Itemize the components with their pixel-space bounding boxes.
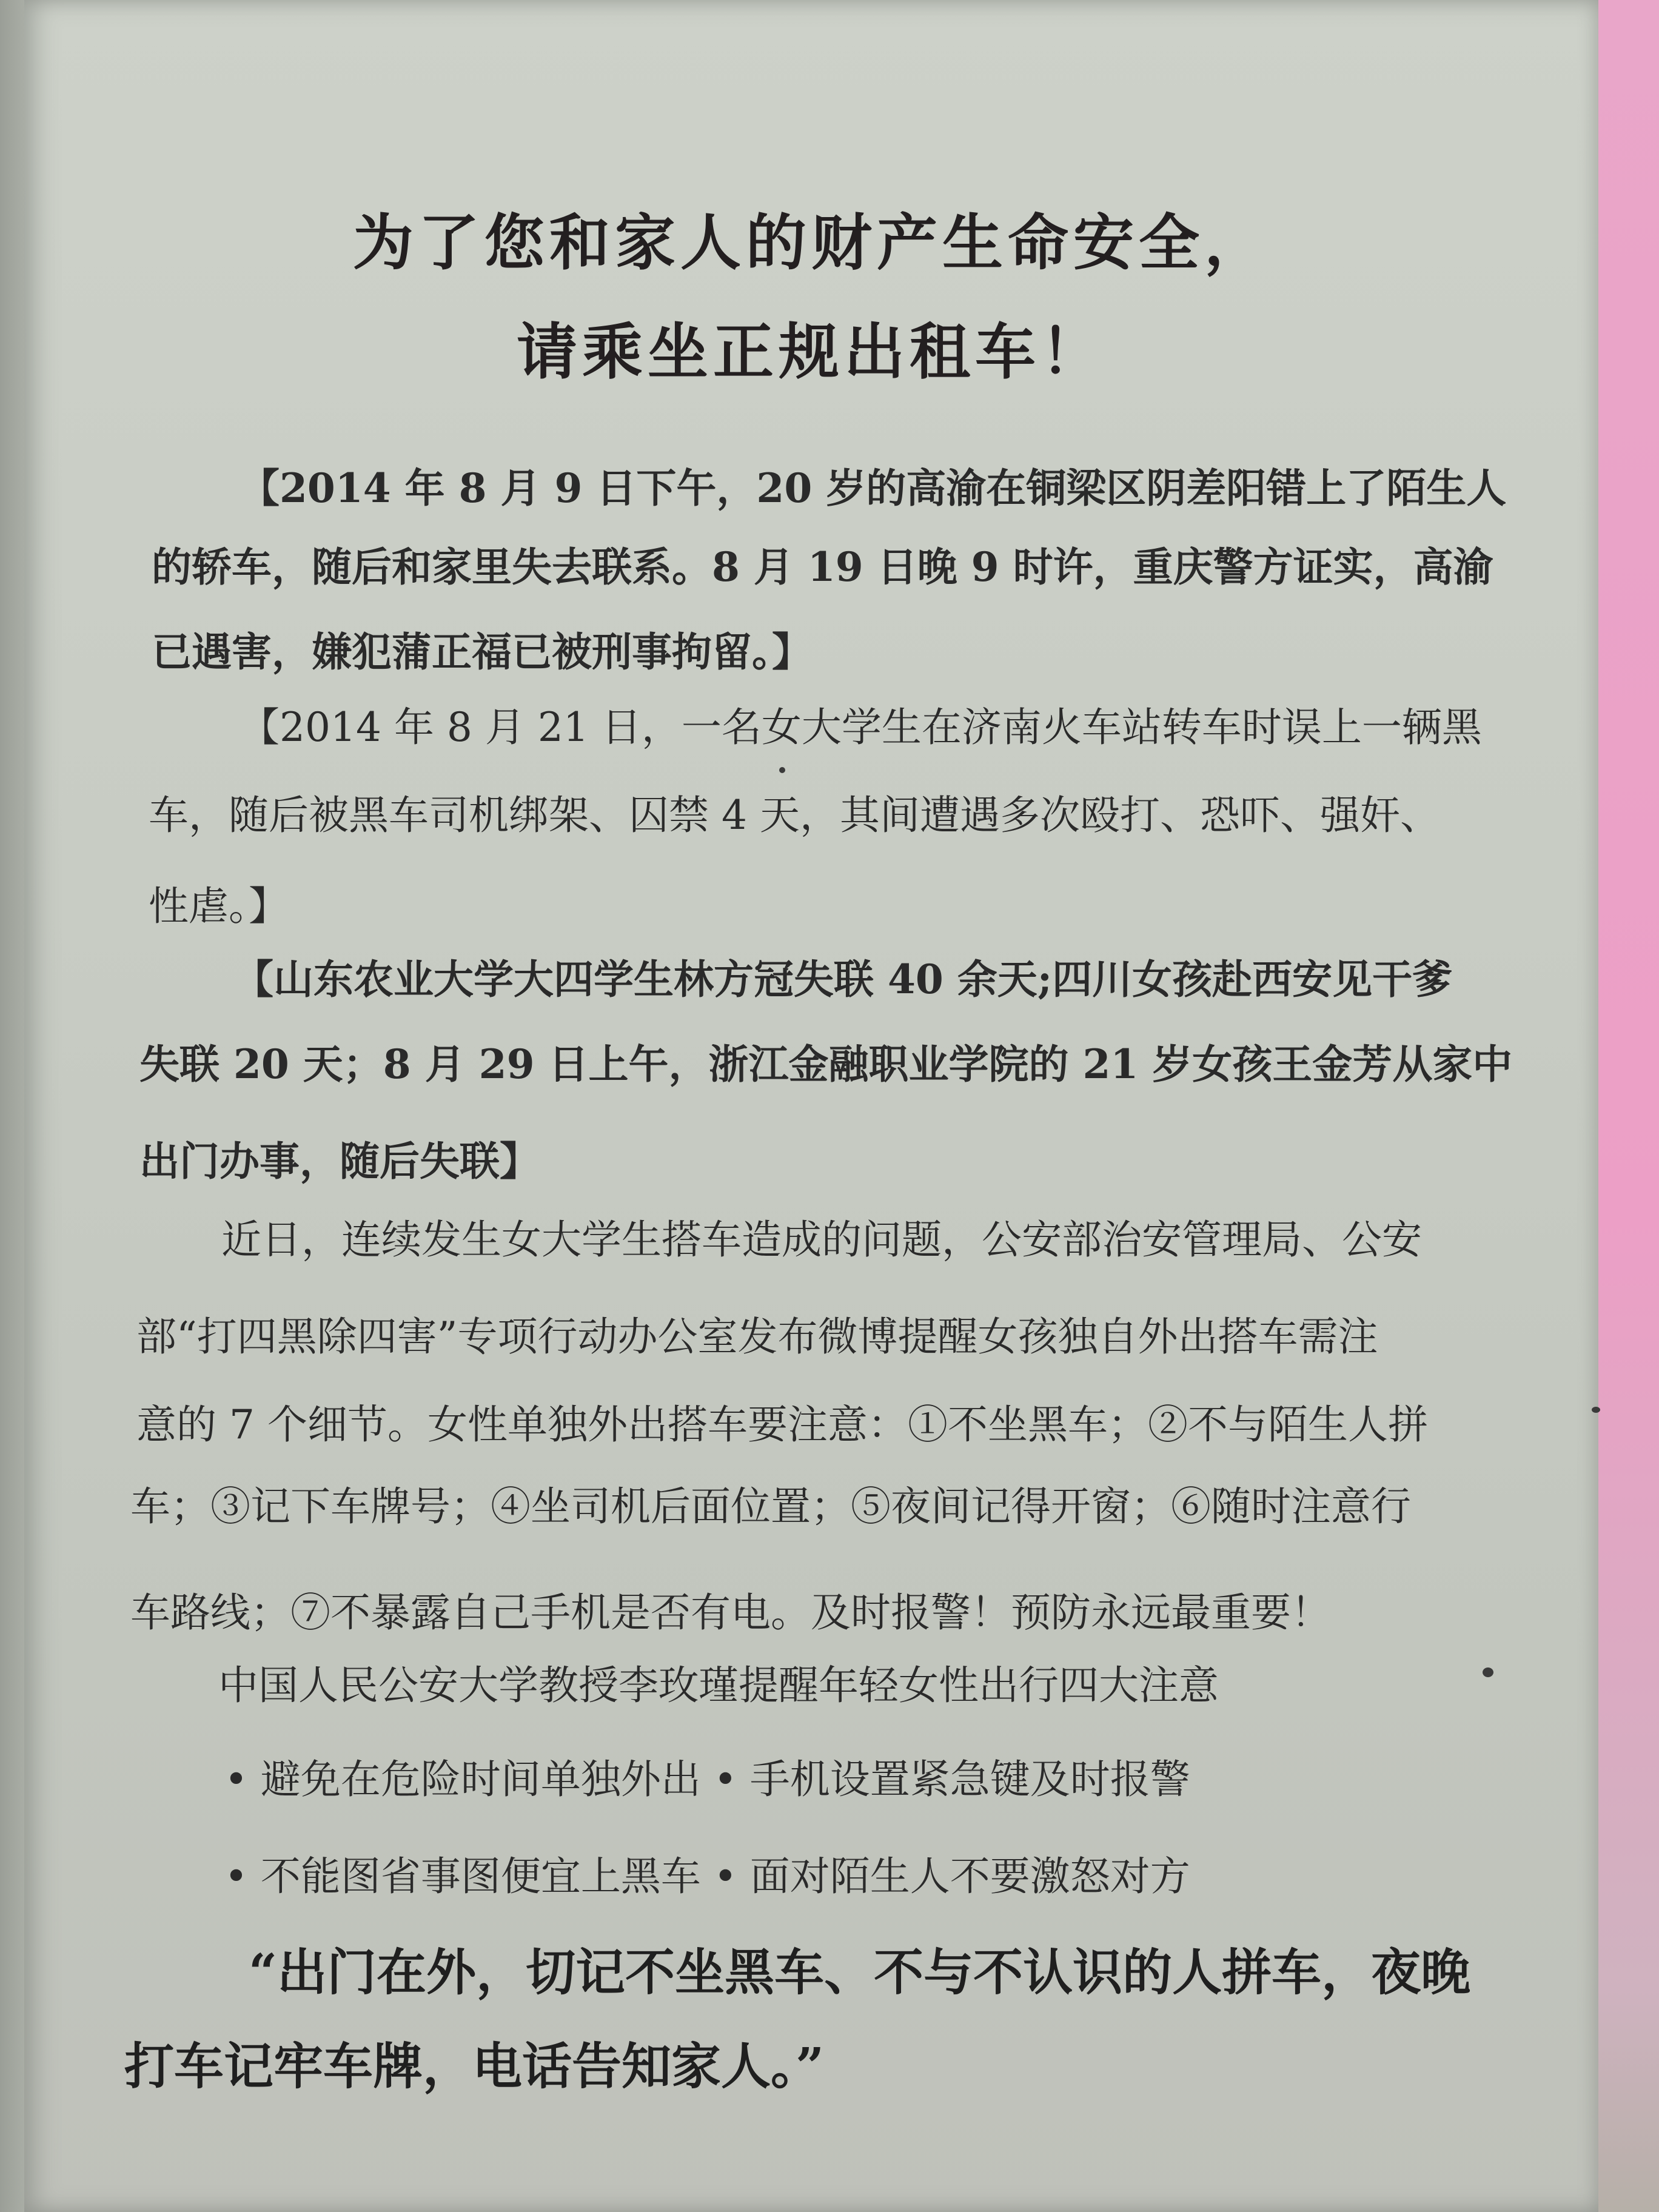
advice-line-5: 车路线；⑦不暴露自己手机是否有电。及时报警！预防永远最重要！ [130,1589,1331,1636]
advice-line-4: 车；③记下车牌号；④坐司机后面位置；⑤夜间记得开窗；⑥随时注意行 [130,1483,1411,1530]
case-3-line-3: 出门办事，随后失联】 [139,1138,540,1185]
paper-speck [779,767,785,773]
tip-bullets-row-2: • 不能图省事图便宜上黑车 • 面对陌生人不要激怒对方 [224,1853,1190,1900]
tip-bullets-row-1: • 避免在危险时间单独外出 • 手机设置紧急键及时报警 [224,1756,1190,1803]
advice-line-1: 近日，连续发生女大学生搭车造成的问题，公安部治安管理局、公安 [221,1216,1422,1263]
case-2-line-3: 性虐。】 [149,883,289,930]
notice-title-line-1: 为了您和家人的财产生命安全， [353,207,1270,278]
case-3-line-2: 失联 20 天；8 月 29 日上午，浙江金融职业学院的 21 岁女孩王金芳从家中 [139,1041,1513,1088]
case-1-line-1: 【2014 年 8 月 9 日下午，20 岁的高渝在铜梁区阴差阳错上了陌生人 [240,464,1507,512]
case-1-line-2: 的轿车，随后和家里失去联系。8 月 19 日晚 9 时许，重庆警方证实，高渝 [152,543,1493,591]
professor-tip-heading: 中国人民公安大学教授李玫瑾提醒年轻女性出行四大注意 [218,1662,1219,1709]
pink-folder-edge [1598,0,1659,2212]
notice-content [24,0,1598,2212]
case-3-line-1: 【山东农业大学大四学生林方冠失联 40 余天;四川女孩赴西安见干爹 [233,956,1453,1003]
case-2-line-2: 车，随后被黑车司机绑架、囚禁 4 天，其间遭遇多次殴打、恐吓、强奸、 [149,792,1440,839]
advice-line-3: 意的 7 个细节。女性单独外出搭车要注意：①不坐黑车；②不与陌生人拼 [136,1401,1428,1448]
paper-speck [1483,1667,1493,1677]
advice-line-2: 部“打四黑除四害”专项行动办公室发布微博提醒女孩独自外出搭车需注 [136,1313,1378,1360]
paper-speck [1592,1407,1600,1413]
notice-paper [24,0,1598,2212]
case-1-line-3: 已遇害，嫌犯蒲正福已被刑事拘留。】 [152,628,812,675]
closing-quote-line-1: “出门在外，切记不坐黑车、不与不认识的人拼车，夜晚 [249,1943,1471,2002]
notice-title-line-2: 请乘坐正规出租车！ [517,316,1106,387]
closing-quote-line-2: 打车记牢车牌，电话告知家人。” [124,2037,825,2096]
case-2-line-1: 【2014 年 8 月 21 日，一名女大学生在济南火车站转车时误上一辆黑 [240,704,1482,751]
